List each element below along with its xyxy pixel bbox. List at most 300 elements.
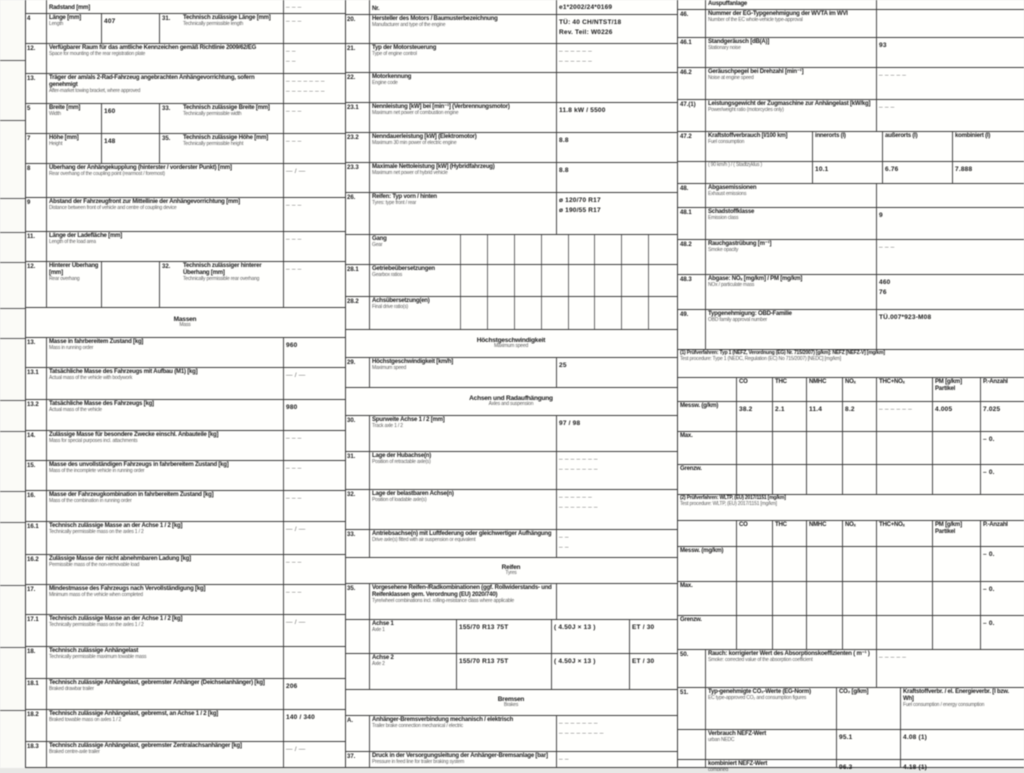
field-label-de: CO [739,522,748,528]
field-label-de: kombiniert NEFZ-Wert [708,761,768,767]
field-label-de: Spurweite Achse 1 / 2 [mm] [372,417,445,423]
field-label [370,490,556,529]
field-row-47.(1) [678,100,1024,132]
field-label-de: Grenzw. [680,617,702,623]
field-label-en: Length of the load area [49,238,96,245]
field-row-30. [345,416,677,452]
field-label-de: Schadstoffklasse [708,209,755,215]
field-label [370,44,556,72]
field-value-line: 96.3 [839,764,853,771]
field-label-de: Grenzw. [680,466,702,472]
gear-ratio-cell [460,265,487,296]
field-label-en: Final drive ratio(s) [372,303,409,310]
field-number: 22. [345,73,370,102]
field-label-en: Actual mass of the vehicle with bodywork [49,374,133,381]
section-title-de: Höchstgeschwindigkeit [476,337,546,345]
field-value-line: – – – [286,18,302,25]
field-number: 8 [25,164,47,197]
field-label-de: Träger der am/als 2-Rad-Fahrzeug angebrachten Anhängevorrichtung, sofern genehmigt [49,75,255,88]
field-value [283,164,343,197]
field-value-line [739,433,770,443]
field-value-line: – – – [286,589,302,596]
field-label-de: Druck in der Versorgungsleitung der Anhänger-Bremsanlage [bar] [372,753,548,759]
field-value [283,198,343,231]
field-label [47,104,101,133]
field-label [900,688,1018,729]
field-label [678,432,736,464]
field-label-de: THC [775,379,787,385]
footnote-line-1: (1) Prüfverfahren: Typ 1 (NEFZ, Verordnung (EG) Nr. 715/2007) [g/km]: NEFZ [NEFZ-V] [mg/km] [680,350,885,356]
field-label-en: Mass for special purposes incl. attachments [49,437,138,444]
field-label [370,193,556,234]
field-value [551,620,629,653]
field-label-de: Vorgesehene Reifen-/Radkombinationen (ggf. Rollwiderstands- und Reifenklassen gem. Verordnung (EU) 2020/740) [372,585,552,598]
field-label-de: Höhe [mm] [49,135,79,141]
field-label-en: Maximum 30 min power of electric engine [372,139,457,146]
field-label-en: Maximum speed [372,364,407,371]
field-row-51. [678,688,1024,730]
field-value-line: 9 [879,212,883,219]
field-label-de: Reifen: Typ vorn / hinten [372,194,437,200]
field-value [283,431,343,460]
field-label [678,402,736,431]
field-label [370,297,460,329]
field-number: 50. [678,650,706,687]
field-value [283,74,343,103]
field-row-32. [345,490,677,530]
field-row-co2row [678,760,1024,773]
field-row-18.2 [25,710,345,742]
field-row-37. [345,752,677,768]
field-value-line: 4.005 [935,406,953,413]
field-value [980,432,1024,464]
gear-ratio-cell [568,235,595,264]
field-label-en: Trailer brake connection mechanical / electric [372,722,463,729]
field-label-en: Technically permissible mass on the axles 1 / 2 [49,528,144,535]
field-label-en: Axle 2 [372,660,385,667]
field-number: 18.2 [25,710,47,741]
field-value-line [845,583,874,593]
gear-ratio-cell [594,297,621,329]
field-value-line: 140 / 340 [286,714,315,721]
field-value-line [809,466,840,476]
field-label-de: Typ-genehmigte CO₂-Werte (EG-Norm) [708,689,811,695]
field-value-line: – 0. [983,620,995,627]
field-label-en: Technically permissible width [183,110,242,117]
field-label [678,616,736,649]
field-label [980,378,1024,401]
field-label-en: Gearbox ratios [372,271,402,278]
field-value-line [286,648,341,658]
field-row-21. [345,44,677,73]
field-value [556,103,675,132]
field-value-line: 10.1 [815,166,829,173]
field-row-16. [25,491,345,522]
field-value [556,15,675,43]
field-number: 32. [159,262,181,307]
gear-ratio-cell [568,265,595,296]
field-value [283,14,343,43]
field-row-31. [345,452,677,490]
field-value-line: TÜ: 40 CH/NTST/18 [559,19,622,26]
field-number: 7 [25,134,47,163]
field-label-de: NMHC [809,522,827,528]
field-value [772,547,806,581]
field-value [283,491,343,521]
field-value [283,368,343,399]
gear-ratio-cell [460,297,487,329]
middle-column [345,0,677,768]
gear-ratio-cell [514,235,541,264]
field-row-33. [345,530,677,558]
field-row-17.1 [25,615,345,647]
field-label-en: ( 90 km/h ) / ( Stadtzyklus ) [708,162,762,168]
field-label-de: Nennleistung [kW] bei [min⁻¹] (Verbrennungsmotor) [372,104,510,110]
field-row-11. [25,232,345,262]
scan-edge-tick [0,232,25,233]
field-number: 37. [345,752,370,767]
field-row-12. [25,44,345,74]
field-label-de: NOₓ [845,522,856,528]
field-number: 23.3 [345,163,370,192]
field-value [980,582,1024,615]
field-label [806,521,842,546]
field-value-line: 206 [286,683,298,690]
field-label-en: Pressure in feed line for trailer braking system [372,758,465,765]
field-label [47,742,283,767]
field-value-line: – – [559,756,569,763]
field-label-de: Abgasemissionen [708,185,757,191]
field-number [678,0,706,9]
field-label-de: Max. [680,583,693,589]
field-value-line: – – [559,544,569,551]
field-row-13. [25,338,345,368]
field-value [772,465,806,494]
field-label [836,688,900,729]
field-label [706,68,876,99]
field-value-line [845,466,874,476]
field-label-de: Max. [680,433,693,439]
field-number: 13.1 [25,368,47,399]
field-value-line: – – – [286,138,302,145]
field-row-48.3 [678,275,1024,310]
field-value-line: 76 [879,289,887,296]
field-value [876,68,1022,99]
field-row-29. [345,358,677,388]
field-value-line [809,433,840,443]
emissions-data-row [678,616,1024,650]
field-row-26. [345,193,677,235]
field-value-line: – 0. [983,586,995,593]
field-label-de: Achse 2 [372,655,394,661]
gear-ratio-cell [621,265,648,296]
field-label-en: Exhaust emissions [708,190,747,197]
field-label-en: Smoke opacity [708,246,739,253]
field-label [932,521,980,546]
field-label [370,584,556,619]
field-label [370,103,556,132]
field-row-48.1 [678,208,1024,240]
field-label-en: combined [708,766,729,773]
field-value [806,432,842,464]
field-label-de: Nummer der EG-Typgenehmigung der WVTA im WVI [708,11,848,17]
field-label-de: Technisch zulässige Anhängelast [49,648,139,654]
field-value-line: – – – [879,244,895,251]
field-value [932,616,980,649]
field-label [706,650,876,687]
field-value-line: – – – – – – – [559,456,598,463]
field-label-en: Minimum mass of the vehicle when completed [49,591,143,598]
field-row-48.2 [678,240,1024,275]
field-label-de: Masse der Fahrzeugkombination in fahrbereitem Zustand [kg] [49,492,214,498]
field-label-de: CO₂ [g/km] [839,689,869,695]
field-value-line: 155/70 R13 75T [459,624,509,631]
field-value-line: 25 [559,362,567,369]
field-row-13.2 [25,400,345,431]
field-value [283,710,343,741]
field-value-line: 4.08 (1) [903,734,928,741]
field-number: 17.1 [25,615,47,646]
field-value-line [879,583,930,593]
field-label [47,164,283,197]
field-value [283,104,343,133]
scan-edge-tick [0,647,25,648]
field-value-line: ET / 30 [632,658,655,665]
emissions-data-row [678,465,1024,495]
field-label-de: Technisch zulässige Masse an der Achse 1 / 2 [kg] [49,523,183,529]
section-title-en: Tyres [505,570,517,577]
field-label [876,378,932,401]
field-label [706,208,876,239]
field-value-line [809,548,840,558]
field-row-14. [25,431,345,461]
field-value [556,416,675,451]
field-label-de: P.-Anzahl [983,379,1008,385]
field-value-line: – 0. [983,551,995,558]
field-label-de: NMHC [809,379,827,385]
field-number: 16. [25,491,47,521]
field-label [47,338,283,367]
column-border-right [677,0,678,768]
field-number: 18.1 [25,679,47,709]
field-number: 46.1 [678,38,706,67]
field-number: 18.3 [25,742,47,767]
field-value-line: 7.025 [983,406,1001,413]
scan-edge-tick [0,198,25,199]
field-label [47,368,283,399]
field-value-line [809,583,840,593]
field-label-en: Rear overhang of the coupling point (rearmost / foremost) [49,170,165,177]
field-label-en: Actual mass of the vehicle [49,406,102,413]
field-label [47,134,101,163]
field-label-de: Getriebeübersetzungen [372,266,435,272]
field-label-en: Engine code [372,79,398,86]
field-number: 31. [345,452,370,489]
scan-edge-tick [0,120,25,121]
field-value [876,547,932,581]
field-value-line: – – – – – – – [559,720,598,727]
field-label-en: Drive axle(s) fitted with air suspension or equivalent [372,536,476,543]
field-value [101,134,159,163]
scan-edge-tick [0,60,25,61]
field-value [556,584,675,619]
field-value-line: 8.8 [559,137,569,144]
field-value [980,616,1024,649]
field-value-line [935,583,978,593]
field-number: 15. [25,461,47,490]
gear-ratio-cell [487,265,514,296]
field-label-en: Technically permissible mass on the axles 1 / 2 [49,621,144,628]
field-label-de: innerorts (l) [815,133,846,139]
field-label-en: Width [49,110,61,117]
field-number [678,162,706,183]
field-label-en: Braked towable mass on axles 1 / 2 [49,716,122,723]
scan-edge-tick [0,710,25,711]
field-label-de: Kraftstoffverbr. / el. Energieverbr. [l bzw. Wh] [903,689,1010,702]
field-value-line [879,185,1020,195]
field-label [706,240,876,274]
field-number: 11. [25,232,47,261]
field-label-de: Nr. [372,6,380,13]
field-number: 20. [345,15,370,43]
field-label-en: Permissible mass of the non-removable load [49,561,140,568]
field-value-line [739,617,770,627]
field-value [736,432,772,464]
field-label-en: Manufacturer and type of the engine [372,21,446,28]
field-label [706,100,876,131]
field-label-de: Technisch zulässige Breite [mm] [183,105,270,111]
field-value [876,650,1022,687]
field-value [556,358,675,387]
field-row-13.1 [25,368,345,400]
field-label-de: Technisch zulässige Anhängelast, gebremst, an Achse 1 / 2 [kg] [49,711,219,717]
field-label-de: Achsübersetzung(en) [372,298,430,304]
field-label-de: Maximale Nettoleistung [kW] (Hybridfahrzeug) [372,164,495,170]
field-value-line: – – – [286,559,302,566]
field-label-en: Mass of the combination in running order [49,497,132,504]
field-row-7 [25,134,345,164]
field-value-line: — / — [286,619,306,626]
field-value-line [845,548,874,558]
field-value [836,730,900,759]
field-value-line: ( 4.50J × 13 ) [554,658,596,665]
field-label-de: Lage der belastbaren Achse(n) [372,491,454,497]
field-value [876,0,1022,9]
field-label [706,730,836,759]
field-value [876,208,1022,239]
field-value [283,585,343,614]
field-label [181,104,283,133]
field-label-de: Rauch: korrigierter Wert des Absorptionskoeffizienten ( m⁻¹ ) [708,651,870,657]
field-value-line: – – – – – – – [286,88,325,95]
field-label-en: Space for mounting of the rear registration plate [49,50,146,57]
field-row-emtable [678,378,1024,495]
field-label [678,521,736,546]
field-label-de: Verfügbarer Raum für das amtliche Kennzeichen gemäß Richtlinie 2009/62/EG [49,45,257,51]
field-value [876,432,932,464]
field-label [47,647,283,678]
field-label [370,73,556,102]
field-label [370,15,556,43]
field-value [551,654,629,689]
field-label-de: THC [775,522,787,528]
field-value [772,432,806,464]
field-value-line: 4.18 (1) [903,764,928,771]
field-label [678,547,736,581]
field-value [806,616,842,649]
field-label [706,184,876,207]
field-value [932,582,980,615]
field-value [101,262,159,307]
field-row-22. [345,73,677,103]
field-number [345,620,370,653]
field-value [876,465,932,494]
field-value-line: – – – – – [879,72,907,79]
field-value-line: – – – [286,495,302,502]
field-label [370,716,556,751]
field-value-line [879,617,930,627]
field-value-line [935,466,978,476]
field-number: 46.2 [678,68,706,99]
emissions-data-row [678,582,1024,616]
field-value [876,402,932,431]
field-value [283,0,343,13]
field-value-line [879,548,930,558]
field-value-line: TÜ.007*923-M08 [879,314,932,321]
gear-ratio-cell [460,235,487,264]
field-number: 12. [25,262,47,307]
field-row-note [678,350,1024,378]
field-value-line: – – – [879,104,895,111]
field-number: 47.2 [678,132,706,161]
section-title-en: Axles and suspension [488,401,534,408]
gear-ratio-cell [487,297,514,329]
footnote-line-2: Test procedure: Type 1 (NEDC, Regulation (EC) No 715/2007) [NEDC] [mg/km] [680,355,841,362]
field-number: 33. [345,530,370,557]
field-value-line [559,74,673,84]
field-value-line: 2.1 [775,406,785,413]
field-row-16.2 [25,555,345,585]
field-row-header [345,388,677,416]
field-label-de: Länge der Ladefläche [mm] [49,233,123,239]
field-value-line: – – [286,48,296,55]
field-row-4 [25,14,345,44]
field-value-line: – – – – – – [559,494,592,501]
field-row-axle [345,654,677,690]
field-value [101,14,159,43]
field-label [47,679,283,709]
field-value-line [879,466,930,476]
field-value-line: – – – [286,435,302,442]
field-value-line: – – – – – – – [286,78,325,85]
field-value-line: 407 [104,18,116,25]
field-label-de: Zulässige Masse der nicht abnehmbaren Ladung [kg] [49,556,191,562]
field-label [370,133,556,162]
field-value-line: e1*2002/24*0169 [559,4,613,11]
field-value [876,38,1022,67]
field-value [932,465,980,494]
section-title-de: Achsen und Radaufhängung [469,395,553,403]
emissions-data-row [678,432,1024,465]
field-row-9 [25,198,345,232]
field-label-de: NOₓ [845,379,856,385]
field-value [882,162,952,183]
field-number: 18. [25,647,47,678]
field-row-cut [345,0,677,15]
footnote [678,350,1024,377]
field-label-de: Masse in fahrbereitem Zustand [kg] [49,339,144,345]
field-label-en: Technically permissible length [183,20,244,27]
